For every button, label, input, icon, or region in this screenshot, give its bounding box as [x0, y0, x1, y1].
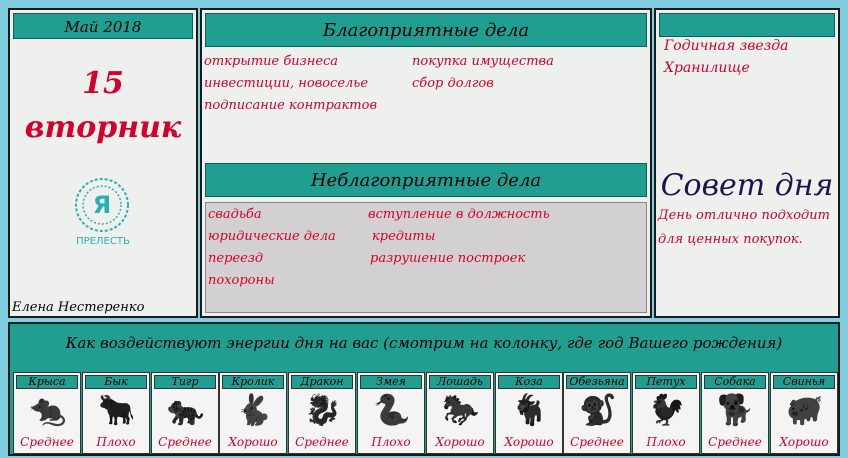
energy-panel: [8, 322, 840, 456]
zodiac-cell: [219, 372, 287, 454]
favorable-item: подписание контрактов: [204, 98, 378, 113]
logo-icon: [70, 175, 134, 245]
activities-panel: [200, 8, 652, 318]
unfavorable-item: вступление в должность: [368, 207, 550, 222]
zodiac-name: Петух: [635, 375, 697, 389]
zodiac-row: [13, 372, 837, 454]
unfavorable-list: [205, 202, 647, 313]
zodiac-cell: [632, 372, 700, 454]
zodiac-value: Хорошо: [779, 435, 829, 449]
right-header-bar: [659, 13, 835, 37]
zodiac-cell: [563, 372, 631, 454]
storage-label: Хранилище: [664, 60, 750, 76]
zodiac-name: Коза: [498, 375, 560, 389]
zodiac-name: Бык: [85, 375, 147, 389]
zodiac-name: Кролик: [222, 375, 284, 389]
favorable-item: инвестиции, новоселье: [204, 76, 369, 91]
zodiac-cell: [701, 372, 769, 454]
pig-icon: 🐖: [786, 393, 824, 428]
unfavorable-title: Неблагоприятные дела: [205, 163, 647, 197]
zodiac-value: Среднее: [20, 435, 74, 449]
zodiac-value: Хорошо: [504, 435, 554, 449]
logo-text: ПРЕЛЕСТЬ: [76, 236, 130, 247]
zodiac-cell: [357, 372, 425, 454]
zodiac-cell: [288, 372, 356, 454]
advice-title: Совет дня: [660, 168, 834, 203]
rat-icon: 🐀: [29, 393, 67, 428]
zodiac-cell: [495, 372, 563, 454]
zodiac-value: Хорошо: [228, 435, 278, 449]
unfavorable-item: свадьба: [208, 207, 262, 222]
zodiac-value: Среднее: [295, 435, 349, 449]
zodiac-cell: [82, 372, 150, 454]
day-number: 15: [82, 66, 124, 101]
svg-text:Я: Я: [92, 191, 112, 219]
dog-icon: 🐕: [717, 393, 755, 428]
zodiac-name: Тигр: [154, 375, 216, 389]
energy-title: Как воздействуют энергии дня на вас (смотрим на колонку, где год Вашего рождения): [65, 334, 783, 352]
unfavorable-item: разрушение построек: [370, 251, 526, 266]
author-name: Елена Нестеренко: [12, 300, 145, 315]
unfavorable-item: юридические дела: [208, 229, 336, 244]
unfavorable-item: переезд: [208, 251, 264, 266]
zodiac-value: Плохо: [96, 435, 136, 449]
ox-icon: 🐂: [98, 393, 136, 428]
favorable-item: сбор долгов: [412, 76, 494, 91]
dragon-icon: 🐉: [304, 393, 342, 428]
rabbit-icon: 🐇: [235, 393, 273, 428]
monkey-icon: 🐒: [579, 393, 617, 428]
zodiac-name: Собака: [704, 375, 766, 389]
zodiac-value: Плохо: [371, 435, 411, 449]
zodiac-name: Обезьяна: [566, 375, 628, 389]
zodiac-cell: [426, 372, 494, 454]
advice-text-line1: День отлично подходит: [658, 208, 830, 223]
unfavorable-item: кредиты: [372, 229, 436, 244]
favorable-item: открытие бизнеса: [204, 54, 339, 69]
zodiac-name: Змея: [360, 375, 422, 389]
zodiac-value: Хорошо: [435, 435, 485, 449]
rooster-icon: 🐓: [648, 393, 686, 428]
zodiac-cell: [151, 372, 219, 454]
zodiac-name: Дракон: [291, 375, 353, 389]
zodiac-cell: [13, 372, 81, 454]
date-panel: [8, 8, 198, 318]
zodiac-name: Крыса: [16, 375, 78, 389]
horse-icon: 🐎: [442, 393, 480, 428]
weekday-label: вторник: [24, 110, 182, 145]
snake-icon: 🐍: [373, 393, 411, 428]
zodiac-name: Лошадь: [429, 375, 491, 389]
zodiac-cell: [770, 372, 838, 454]
yearly-star-label: Годичная звезда: [664, 38, 789, 54]
advice-text-line2: для ценных покупок.: [658, 232, 803, 247]
tiger-icon: 🐅: [167, 393, 205, 428]
favorable-item: покупка имущества: [412, 54, 554, 69]
zodiac-name: Свинья: [773, 375, 835, 389]
month-label: Май 2018: [13, 13, 193, 39]
advice-panel: [654, 8, 840, 318]
favorable-title: Благоприятные дела: [205, 13, 647, 47]
zodiac-value: Среднее: [570, 435, 624, 449]
unfavorable-item: похороны: [208, 273, 275, 288]
zodiac-value: Плохо: [646, 435, 686, 449]
goat-icon: 🐐: [511, 393, 549, 428]
zodiac-value: Среднее: [158, 435, 212, 449]
zodiac-value: Среднее: [708, 435, 762, 449]
